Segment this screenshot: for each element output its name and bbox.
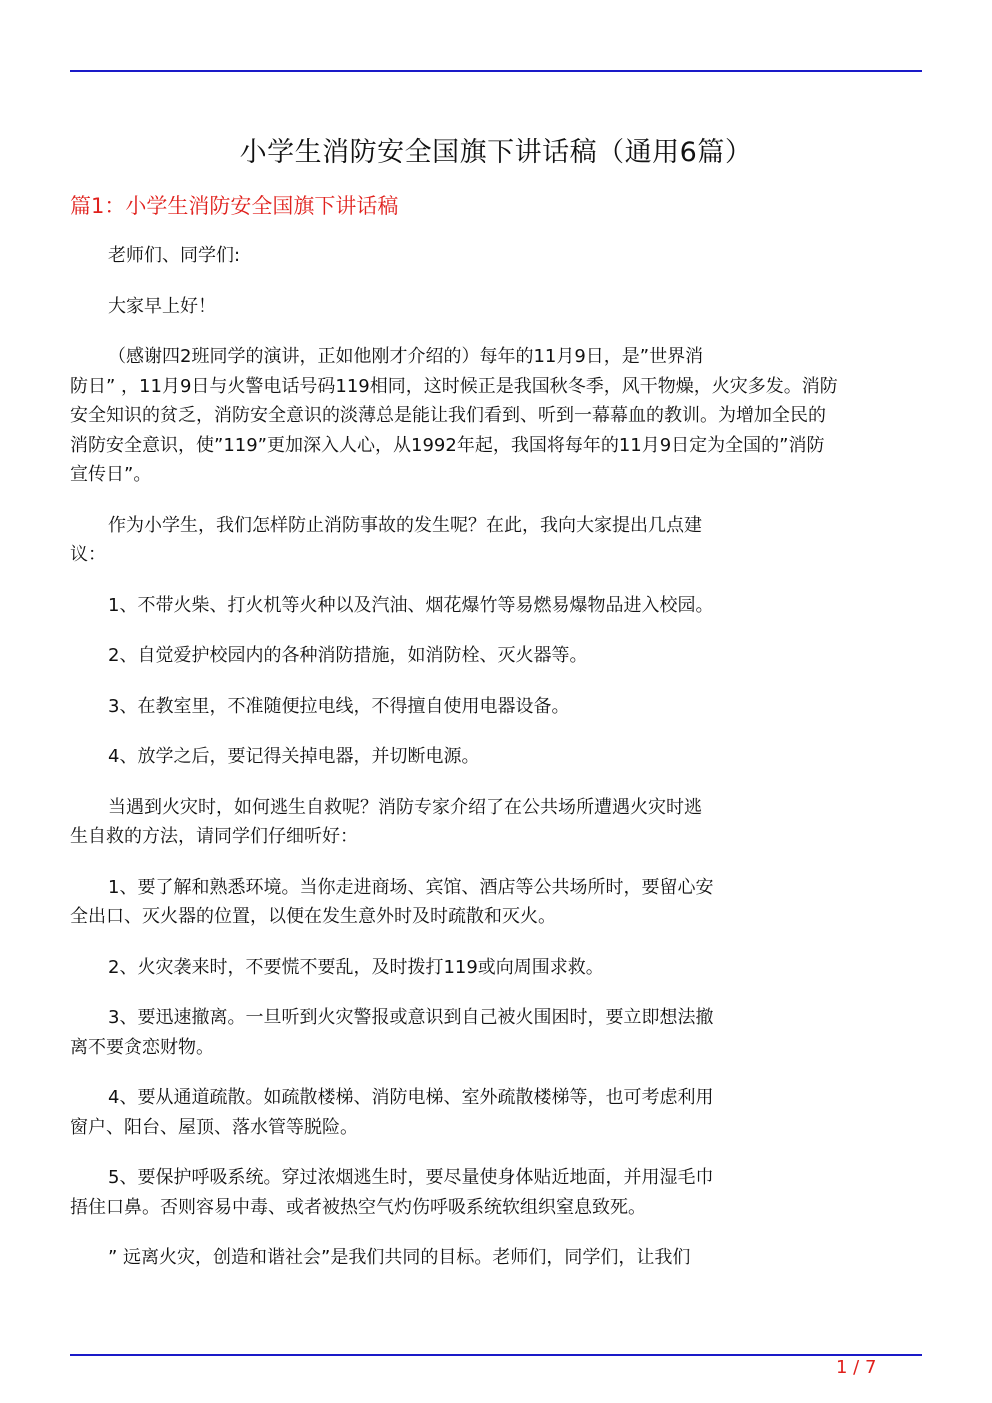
paragraph-line: 窗户、阳台、屋顶、落水管等脱险。 xyxy=(70,1116,358,1138)
paragraph-line: 作为小学生，我们怎样防止消防事故的发生呢？在此，我向大家提出几点建 xyxy=(108,514,702,536)
paragraph xyxy=(70,591,920,621)
paragraph xyxy=(70,511,920,570)
paragraph xyxy=(70,1003,920,1062)
paragraph-line: 生自救的方法，请同学们仔细听好： xyxy=(70,826,358,847)
document-body xyxy=(70,241,920,1294)
paragraph-line: 1、不带火柴、打火机等火种以及汽油、烟花爆竹等易燃易爆物品进入校园。 xyxy=(108,594,714,616)
paragraph-line: 2、自觉爱护校园内的各种消防措施，如消防栓、灭火器等。 xyxy=(108,645,588,666)
paragraph xyxy=(70,793,920,852)
paragraph-line: 老师们、同学们: xyxy=(108,245,241,266)
paragraph-line: 3、要迅速撤离。一旦听到火灾警报或意识到自己被火围困时，要立即想法撤 xyxy=(108,1007,714,1028)
page-indicator: 1 / 7 xyxy=(836,1357,877,1378)
header-rule xyxy=(70,70,922,72)
paragraph xyxy=(70,1083,920,1142)
paragraph-line: 4、放学之后，要记得关掉电器，并切断电源。 xyxy=(108,746,480,767)
paragraph xyxy=(70,342,920,490)
paragraph-line: 议： xyxy=(70,544,106,565)
footer-rule xyxy=(70,1354,922,1356)
paragraph xyxy=(70,692,920,722)
paragraph-line: 1、要了解和熟悉环境。当你走进商场、宾馆、酒店等公共场所时，要留心安 xyxy=(108,876,714,898)
paragraph-line: 5、要保护呼吸系统。穿过浓烟逃生时，要尽量使身体贴近地面，并用湿毛巾 xyxy=(108,1167,714,1188)
paragraph-line: 4、要从通道疏散。如疏散楼梯、消防电梯、室外疏散楼梯等，也可考虑利用 xyxy=(108,1087,714,1108)
paragraph xyxy=(70,873,920,932)
paragraph xyxy=(70,1163,920,1222)
paragraph-line: ” 远离火灾，创造和谐社会”是我们共同的目标。老师们，同学们，让我们 xyxy=(108,1247,691,1268)
paragraph xyxy=(70,292,920,322)
paragraph-line: 离不要贪恋财物。 xyxy=(70,1036,214,1058)
paragraph-line: （感谢四2班同学的演讲，正如他刚才介绍的）每年的11月9日，是”世界消 xyxy=(108,346,704,367)
document-title: 小学生消防安全国旗下讲话稿（通用6篇） xyxy=(239,137,753,168)
paragraph xyxy=(70,641,920,671)
paragraph-line: 3、在教室里，不准随便拉电线，不得擅自使用电器设备。 xyxy=(108,695,570,717)
section-heading: 篇1：小学生消防安全国旗下讲话稿 xyxy=(70,194,399,218)
paragraph-line: 防日” ，11月9日与火警电话号码119相同，这时候正是我国秋冬季，风干物燥，火灾多发。消防 xyxy=(70,375,838,397)
paragraph xyxy=(70,1243,920,1273)
paragraph-line: 消防安全意识，使”119”更加深入人心，从1992年起，我国将每年的11月9日定为全国的”消防 xyxy=(70,434,825,456)
paragraph-line: 2、火灾袭来时，不要慌不要乱，及时拨打119或向周围求救。 xyxy=(108,956,604,978)
paragraph-line: 全出口、灭火器的位置，以便在发生意外时及时疏散和灭火。 xyxy=(70,906,556,927)
paragraph-line: 宣传日”。 xyxy=(70,464,152,485)
paragraph-line: 安全知识的贫乏，消防安全意识的淡薄总是能让我们看到、听到一幕幕血的教训。为增加全民的 xyxy=(70,405,826,426)
paragraph xyxy=(70,241,920,271)
paragraph xyxy=(70,742,920,772)
paragraph xyxy=(70,953,920,983)
paragraph-line: 当遇到火灾时，如何逃生自救呢？消防专家介绍了在公共场所遭遇火灾时逃 xyxy=(108,796,702,818)
paragraph-line: 捂住口鼻。否则容易中毒、或者被热空气灼伤呼吸系统软组织窒息致死。 xyxy=(70,1196,646,1218)
paragraph-line: 大家早上好！ xyxy=(108,295,216,317)
